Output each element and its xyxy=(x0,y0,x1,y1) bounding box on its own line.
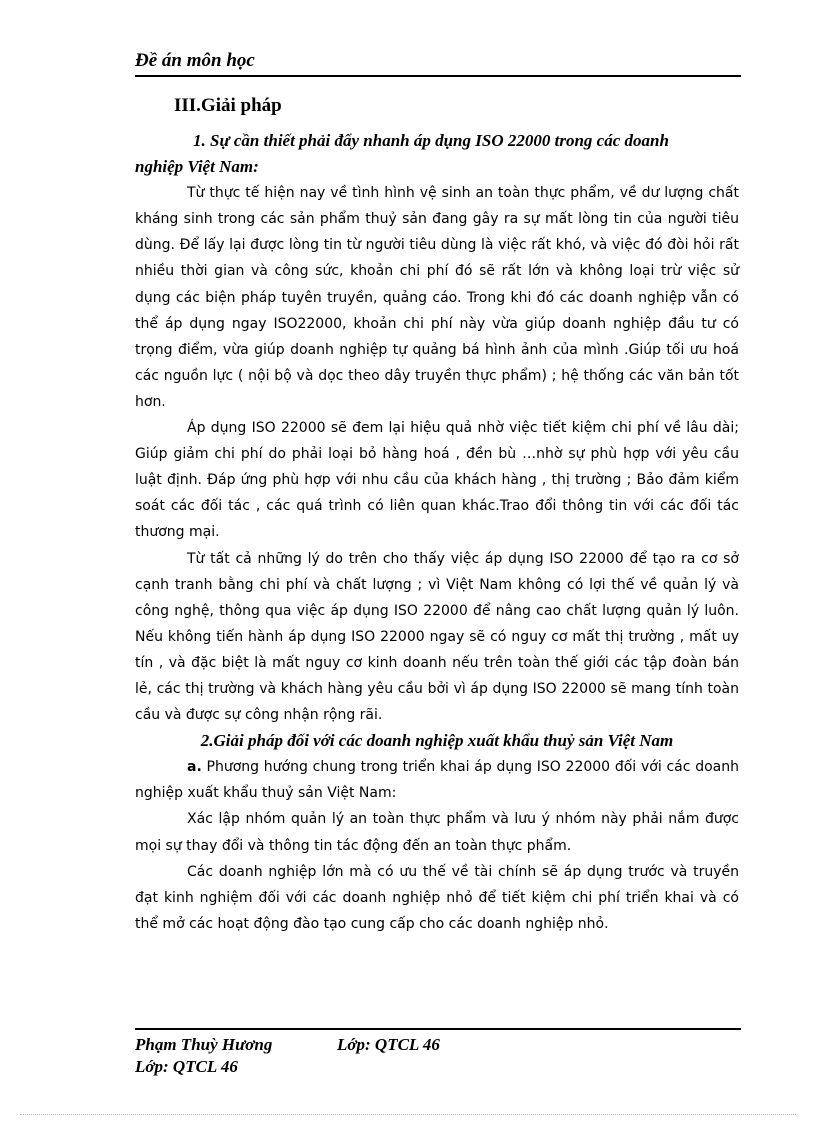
heading-2: 2.Giải pháp đối với các doanh nghiệp xuất khẩu thuỷ sản Việt Nam xyxy=(200,731,674,751)
section-title: III.Giải pháp xyxy=(174,95,282,116)
page-footer xyxy=(135,1028,741,1078)
document-body xyxy=(135,128,739,937)
heading-1-line2: nghiệp Việt Nam: xyxy=(135,157,259,177)
paragraph-a-text: Phương hướng chung trong triển khai áp dụng ISO 22000 đối với các doanh nghiệp xuất khẩu thuỷ sản Việt Nam: xyxy=(135,759,739,802)
footer-class-2: Lớp: QTCL 46 xyxy=(135,1057,238,1076)
footer-class: Lớp: QTCL 46 xyxy=(337,1035,440,1054)
paragraph-2: Áp dụng ISO 22000 sẽ đem lại hiệu quả nhờ việc tiết kiệm chi phí về lâu dài; Giúp giảm chi phí do phải loại bỏ hàng hoá , đền bù …nhờ sự phù hợp với yêu cầu luật định. Đáp ứng phù hợp với nhu cầu của khách hàng , thị trường ; Bảo đảm kiểm soát các đối tác , các quá trình có liên quan khác.Trao đổi thông tin với các đối tác thương mại. xyxy=(135,420,739,541)
paragraph-5: Xác lập nhóm quản lý an toàn thực phẩm và lưu ý nhóm này phải nắm được mọi sự thay đổi và thông tin tác động đến an toàn thực phẩm. xyxy=(135,811,739,854)
page-bottom-divider xyxy=(20,1114,796,1115)
paragraph-a xyxy=(135,754,739,806)
paragraph-6: Các doanh nghiệp lớn mà có ưu thế về tài chính sẽ áp dụng trước và truyền đạt kinh nghiệm đối với các doanh nghiệp nhỏ để tiết kiệm chi phí triển khai và có thể mở các hoạt động đào tạo cung cấp cho các doanh nghiệp nhỏ. xyxy=(135,863,739,932)
paragraph-1: Từ thực tế hiện nay về tình hình vệ sinh an toàn thực phẩm, về dư lượng chất kháng sinh trong các sản phẩm thuỷ sản đang gây ra sự mất lòng tin của người tiêu dùng. Để lấy lại được lòng tin từ người tiêu dùng là việc rất khó, và việc đó đòi hỏi rất nhiều thời gian và công sức, khoản chi phí đó sẽ rất lớn và không loại trừ việc sử dụng các biện pháp tuyên truyền, quảng cáo. Trong khi đó các doanh nghiệp vẫn có thể áp dụng ngay ISO22000, khoản chi phí này vừa giúp doanh nghiệp đầu tư có trọng điểm, vừa giúp doanh nghiệp tự quảng bá hình ảnh của mình .Giúp tối ưu hoá các nguồn lực ( nội bộ và dọc theo dây truyền thực phẩm) ; hệ thống các văn bản tốt hơn. xyxy=(135,185,739,410)
paragraph-a-label: a. xyxy=(187,759,202,776)
footer-author: Phạm Thuỳ Hương xyxy=(135,1035,273,1054)
heading-1-line1: 1. Sự cần thiết phải đẩy nhanh áp dụng ISO 22000 trong các doanh xyxy=(193,131,669,150)
page-header: Đề án môn học xyxy=(135,50,741,77)
paragraph-3: Từ tất cả những lý do trên cho thấy việc áp dụng ISO 22000 để tạo ra cơ sở cạnh tranh bằng chi phí và chất lượng ; vì Việt Nam không có lợi thế về quản lý và công nghệ, thông qua việc áp dụng ISO 22000 để nâng cao chất lượng quản lý luôn. Nếu không tiến hành áp dụng ISO 22000 ngay sẽ có nguy cơ mất thị trường , mất uy tín , và đặc biệt là mất nguy cơ kinh doanh nếu trên toàn thế giới các tập đoàn bán lẻ, các thị trường và khách hàng yêu cầu bởi vì áp dụng ISO 22000 sẽ mang tính toàn cầu và được sự công nhận rộng rãi. xyxy=(135,550,739,724)
